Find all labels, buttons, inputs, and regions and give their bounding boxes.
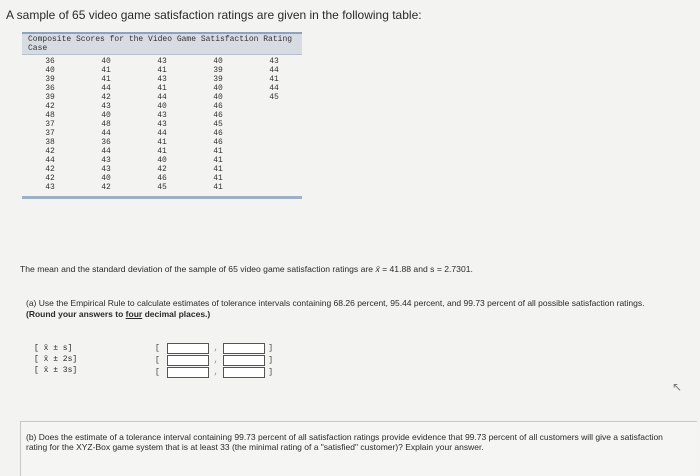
table-cell: 44 (157, 129, 167, 138)
table-cell: 41 (101, 75, 111, 84)
table-cell: 45 (157, 183, 167, 192)
table-cell: 36 (101, 138, 111, 147)
table-cell: 45 (269, 93, 279, 102)
upper-bound-2s-input[interactable] (223, 355, 265, 366)
table-column (246, 57, 302, 192)
table-cell: 48 (101, 120, 111, 129)
answer-row-2s (155, 354, 273, 366)
comma: , (213, 343, 219, 353)
table-cell: 41 (213, 183, 223, 192)
table-cell: 40 (101, 174, 111, 183)
table-cell: 40 (157, 102, 167, 111)
table-cell: 43 (45, 183, 55, 192)
table-cell: 43 (101, 156, 111, 165)
table-cell: 43 (157, 120, 167, 129)
table-cell: 36 (45, 84, 55, 93)
table-cell: 43 (101, 102, 111, 111)
bracket-open: [ (155, 367, 160, 377)
table-cell: 40 (213, 93, 223, 102)
table-cell: 43 (101, 165, 111, 174)
table-cell: 37 (45, 129, 55, 138)
table-cell: 41 (213, 147, 223, 156)
table-cell: 42 (101, 183, 111, 192)
table-column (134, 57, 190, 192)
table-cell: 41 (269, 75, 279, 84)
table-cell: 43 (157, 57, 167, 66)
table-columns (22, 55, 302, 192)
stats-prefix: The mean and the standard deviation of the sample of 65 video game satisfaction ratings are (20, 264, 374, 274)
table-cell: 41 (213, 174, 223, 183)
table-cell: 42 (157, 165, 167, 174)
table-cell: 46 (213, 111, 223, 120)
table-cell: 40 (101, 57, 111, 66)
table-cell: 44 (101, 129, 111, 138)
table-cell: 41 (157, 84, 167, 93)
interval-label-1s: [ x̄ ± s] (34, 344, 73, 353)
stats-values: = 41.88 and s = 2.7301. (382, 264, 473, 274)
table-cell: 44 (45, 156, 55, 165)
table-cell: 36 (45, 57, 55, 66)
table-cell: 39 (45, 75, 55, 84)
table-cell: 46 (213, 102, 223, 111)
table-cell: 41 (213, 156, 223, 165)
table-title: Composite Scores for the Video Game Satisfaction Rating (22, 32, 302, 44)
bracket-open: [ (155, 355, 160, 365)
table-cell: 41 (157, 66, 167, 75)
table-cell: 46 (213, 129, 223, 138)
table-cell: 44 (101, 84, 111, 93)
lower-bound-2s-input[interactable] (167, 355, 209, 366)
table-cell: 45 (213, 120, 223, 129)
table-cell: 39 (45, 93, 55, 102)
table-cell: 48 (45, 111, 55, 120)
comma: , (213, 355, 219, 365)
table-cell: 41 (213, 165, 223, 174)
bracket-close: ] (268, 343, 273, 353)
table-cell: 44 (101, 147, 111, 156)
table-cell: 44 (157, 93, 167, 102)
table-cell: 38 (45, 138, 55, 147)
lower-bound-3s-input[interactable] (167, 367, 209, 378)
bracket-close: ] (268, 367, 273, 377)
ratings-table (22, 32, 302, 199)
answer-row-3s (155, 366, 273, 378)
table-column (190, 57, 246, 192)
interval-label-2s: [ x̄ ± 2s] (34, 355, 78, 364)
table-cell: 43 (269, 57, 279, 66)
answer-grid (155, 342, 273, 378)
table-subtitle: Case (22, 44, 302, 55)
intro-text: A sample of 65 video game satisfaction ratings are given in the following table: (6, 8, 422, 22)
interval-label-3s: [ x̄ ± 3s] (34, 366, 78, 375)
table-cell: 41 (157, 147, 167, 156)
table-cell: 40 (157, 156, 167, 165)
table-cell: 42 (101, 93, 111, 102)
table-cell: 42 (45, 102, 55, 111)
table-cell: 44 (269, 66, 279, 75)
mouse-cursor-icon: ↖ (672, 380, 683, 394)
table-bottom-rule (22, 196, 302, 199)
interval-labels (34, 343, 77, 376)
table-cell: 43 (157, 75, 167, 84)
table-cell: 43 (157, 111, 167, 120)
table-cell: 41 (157, 138, 167, 147)
table-cell: 40 (45, 66, 55, 75)
table-cell: 46 (157, 174, 167, 183)
table-column (78, 57, 134, 192)
table-cell: 40 (213, 57, 223, 66)
stats-text (20, 264, 473, 274)
table-column (22, 57, 78, 192)
table-cell: 40 (101, 111, 111, 120)
bracket-close: ] (268, 355, 273, 365)
upper-bound-3s-input[interactable] (223, 367, 265, 378)
table-cell: 42 (45, 174, 55, 183)
rounding-instruction: (Round your answers to four decimal places.) (26, 309, 211, 319)
part-b-question: (b) Does the estimate of a tolerance interval containing 99.73 percent of all satisfaction ratings provide evidence that 99.73 percent of all customers will give a satisfaction rating for the XYZ-Box game system that is at least 33 (the minimal rating of a "satisfied" customer)? Explain your answer. (26, 432, 663, 452)
table-cell: 46 (213, 138, 223, 147)
table-cell: 44 (269, 84, 279, 93)
table-cell: 39 (213, 66, 223, 75)
table-cell: 39 (213, 75, 223, 84)
lower-bound-1s-input[interactable] (167, 343, 209, 354)
upper-bound-1s-input[interactable] (223, 343, 265, 354)
table-cell: 40 (213, 84, 223, 93)
answer-row-1s (155, 342, 273, 354)
bracket-open: [ (155, 343, 160, 353)
table-cell: 42 (45, 165, 55, 174)
mean-symbol: x̄ (375, 264, 380, 274)
comma: , (213, 367, 219, 377)
table-cell: 42 (45, 147, 55, 156)
table-cell: 41 (101, 66, 111, 75)
part-a-label: (a) Use the Empirical Rule to calculate estimates of tolerance intervals containing 68.26 percent, 95.44 percent, and 99.73 percent of all possible satisfaction ratings. (26, 298, 645, 308)
part-a-question (26, 298, 666, 320)
table-cell: 37 (45, 120, 55, 129)
